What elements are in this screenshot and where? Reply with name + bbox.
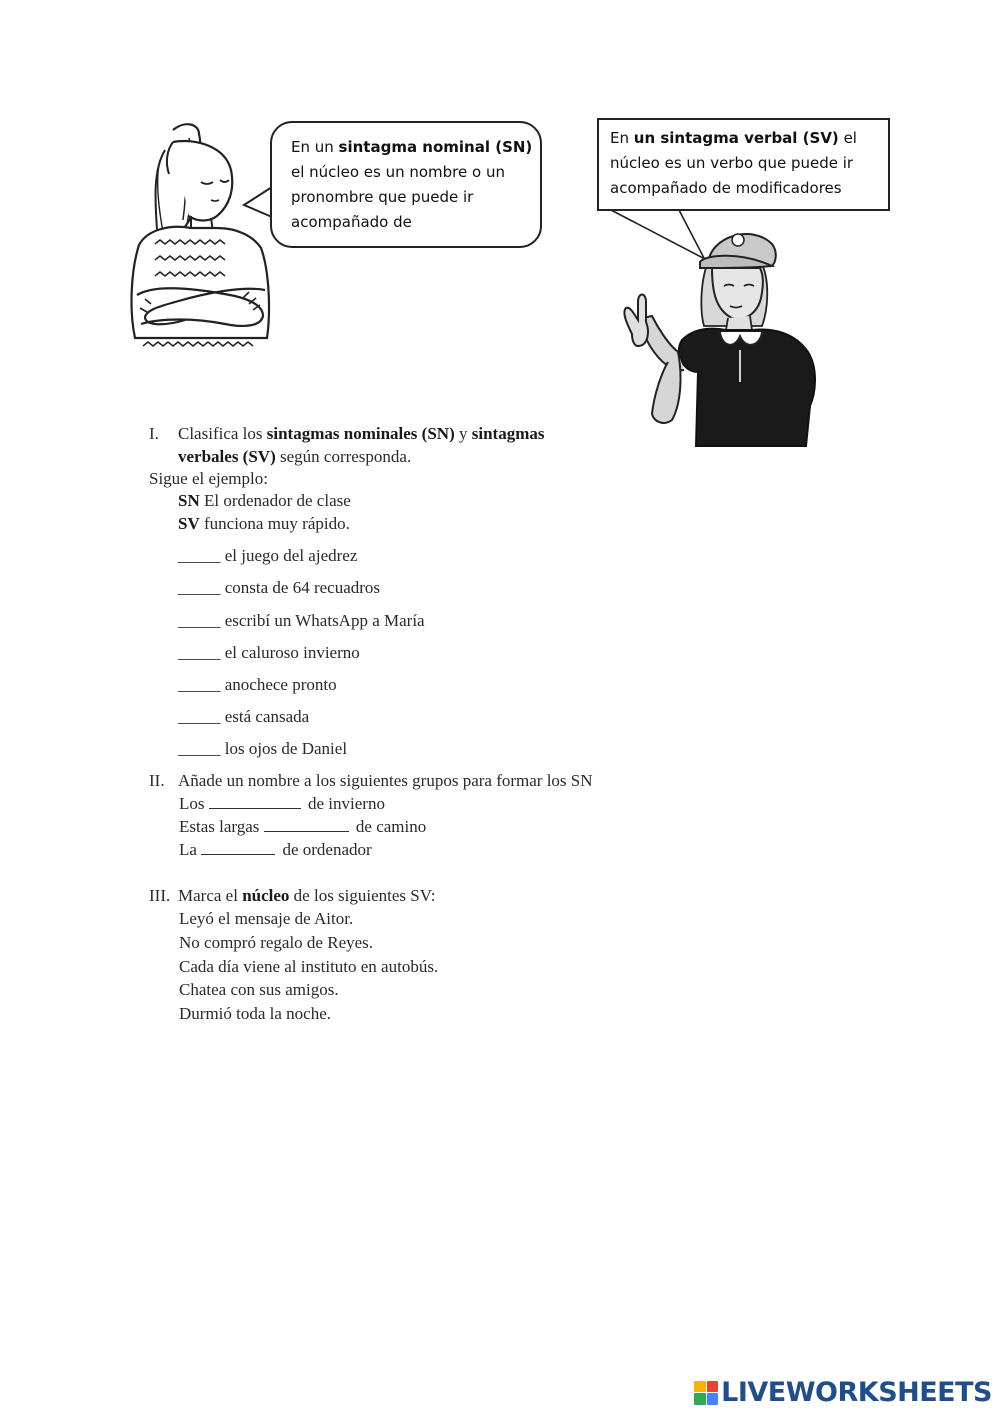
answer-blank[interactable]: _____ [178, 643, 221, 662]
classify-item: _____ está cansada [178, 707, 310, 726]
example-sv: SV funciona muy rápido. [178, 514, 350, 533]
bubble-left-line2: el núcleo es un nombre o un [291, 163, 505, 181]
answer-blank[interactable]: _____ [178, 739, 221, 758]
fill-blank[interactable] [264, 817, 349, 832]
section-1-heading: I. Clasifica los sintagmas nominales (SN) y sintagmas [149, 424, 545, 443]
bubble-right-line1: En un sintagma verbal (SV) el [610, 129, 857, 147]
classify-item: _____ los ojos de Daniel [178, 739, 348, 758]
section-3-heading: III. Marca el núcleo de los siguientes SV: [149, 886, 436, 905]
answer-blank[interactable]: _____ [178, 578, 221, 597]
liveworksheets-logo[interactable] [694, 1377, 992, 1408]
section-1-heading-cont: verbales (SV) según corresponda. [178, 447, 412, 466]
answer-blank[interactable]: _____ [178, 611, 221, 630]
fill-blank[interactable] [201, 840, 275, 855]
section-2-number: II. [149, 771, 165, 790]
girl-illustration [125, 120, 275, 355]
fill-row: La de ordenador [179, 840, 372, 859]
classify-item: _____ anochece pronto [178, 675, 337, 694]
bubble-right-line3: acompañado de modificadores [610, 179, 842, 197]
bubble-left-line4: acompañado de [291, 213, 412, 231]
speech-bubble-nominal [270, 121, 542, 248]
answer-blank[interactable]: _____ [178, 675, 221, 694]
fill-blank[interactable] [209, 794, 301, 809]
liveworksheets-icon [694, 1381, 718, 1405]
classify-item: _____ escribí un WhatsApp a María [178, 611, 425, 630]
sv-sentence[interactable]: Leyó el mensaje de Aitor. [179, 909, 354, 928]
speech-bubble-verbal [597, 118, 890, 211]
section-1-number: I. [149, 424, 159, 443]
sv-sentence[interactable]: Durmió toda la noche. [179, 1004, 332, 1023]
logo-text: LIVEWORKSHEETS [721, 1377, 992, 1408]
bubble-right-line2: núcleo es un verbo que puede ir [610, 154, 854, 172]
bubble-left-line1: En un sintagma nominal (SN) [291, 138, 533, 156]
follow-example-label: Sigue el ejemplo: [149, 469, 268, 488]
fill-row: Estas largas de camino [179, 817, 427, 836]
sv-sentence[interactable]: Cada día viene al instituto en autobús. [179, 957, 439, 976]
classify-item: _____ consta de 64 recuadros [178, 578, 381, 597]
section-2-heading: II. Añade un nombre a los siguientes grupos para formar los SN [149, 771, 593, 790]
example-sn: SN El ordenador de clase [178, 491, 351, 510]
sv-sentence[interactable]: Chatea con sus amigos. [179, 980, 339, 999]
section-3-number: III. [149, 886, 171, 905]
classify-item: _____ el caluroso invierno [178, 643, 360, 662]
answer-blank[interactable]: _____ [178, 707, 221, 726]
classify-item: _____ el juego del ajedrez [178, 546, 358, 565]
sv-sentence[interactable]: No compró regalo de Reyes. [179, 933, 374, 952]
woman-illustration [612, 222, 822, 450]
bubble-left-line3: pronombre que puede ir [291, 188, 474, 206]
fill-row: Los de invierno [179, 794, 385, 813]
answer-blank[interactable]: _____ [178, 546, 221, 565]
